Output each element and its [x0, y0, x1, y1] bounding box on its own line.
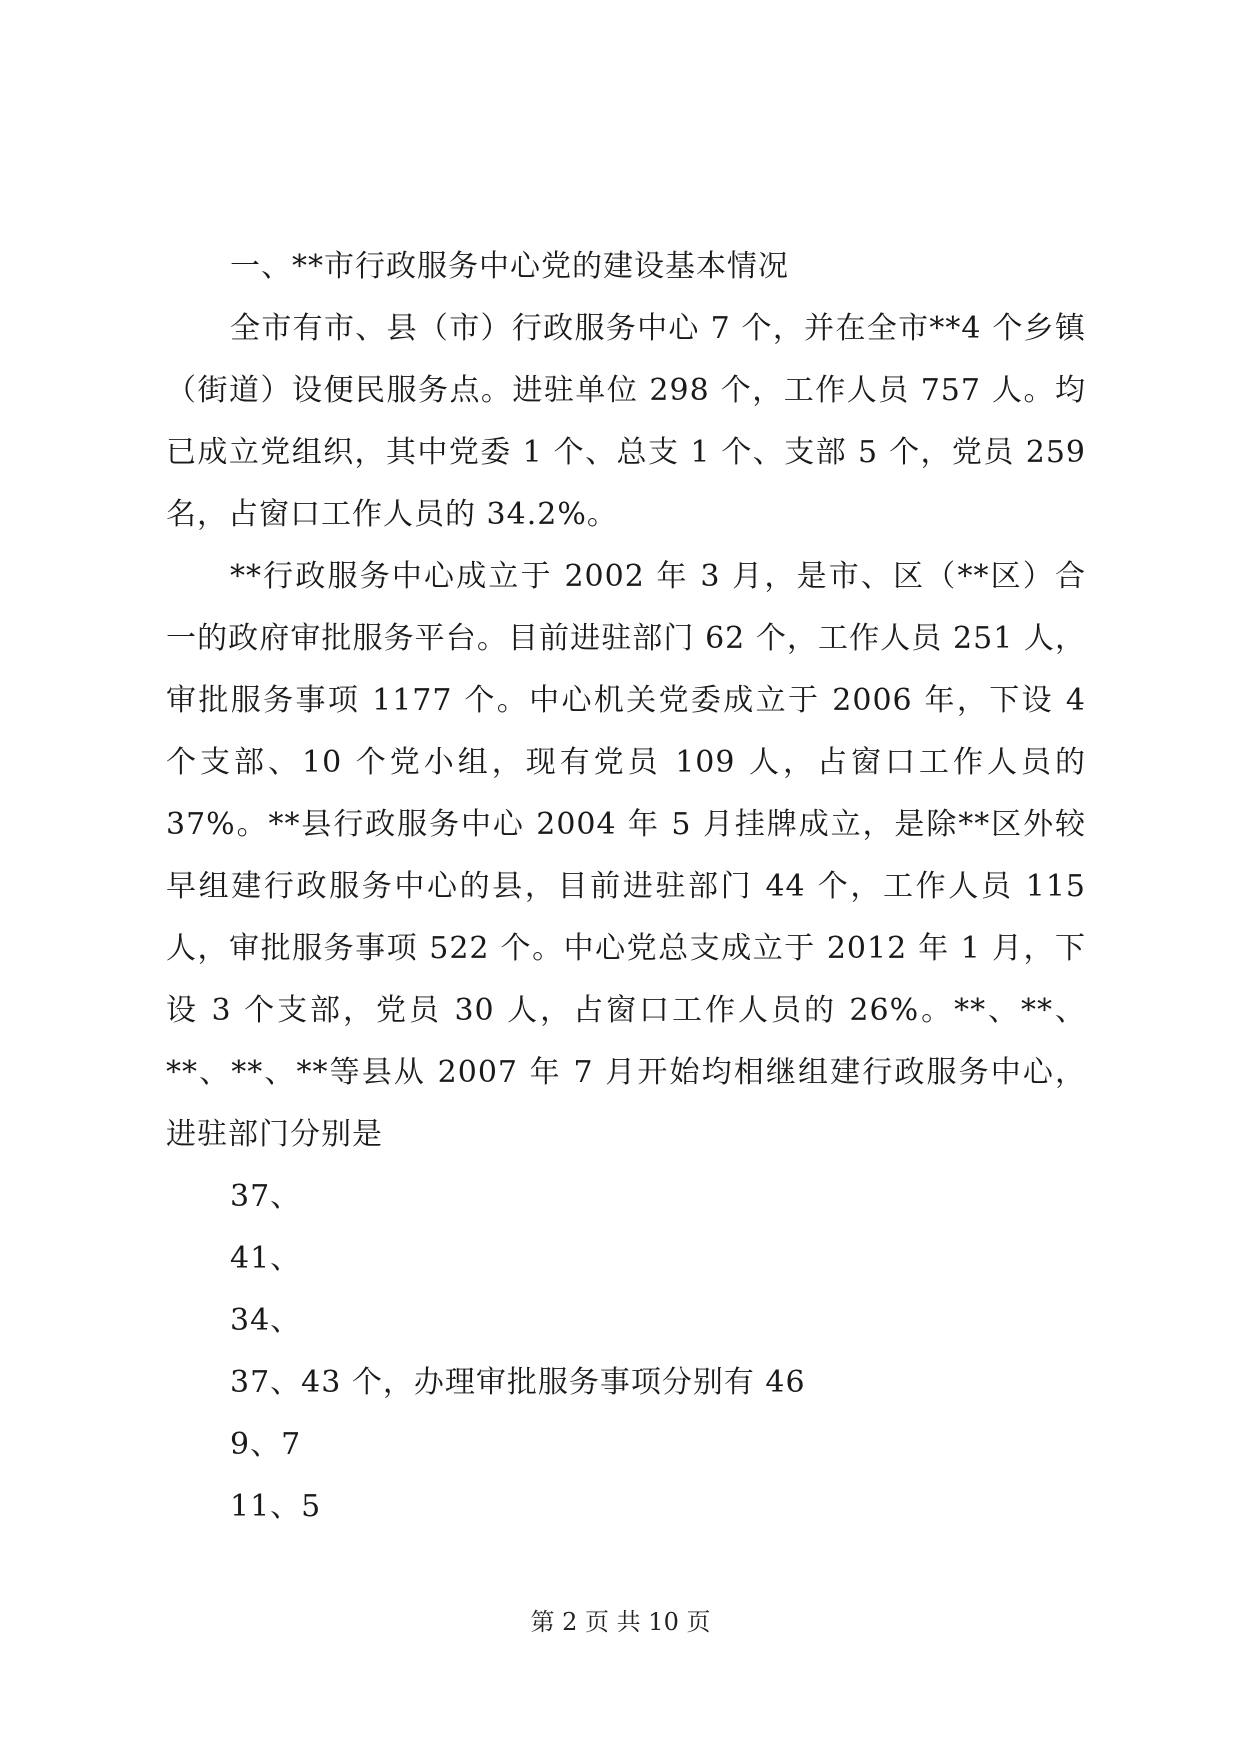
list-line: 11、5 — [230, 1489, 322, 1524]
paragraph-details: **行政服务中心成立于 2002 年 3 月，是市、区（**区）合一的政府审批服务平台。目前进驻部门 62 个，工作人员 251 人，审批服务事项 1177 个。中心机关党委成立于 2006 年，下设 4 个支部、10 个党小组，现有党员 109 人，占窗口工作人员的 37%。**县行政服务中心 2004 年 5 月挂牌成立，是除**区外较早组建行政服务中心的县，目前进驻部门 44 个，工作人员 115 人，审批服务事项 522 个。中心党总支成立于 2012 年 1 月，下设 3 个支部，党员 30 人，占窗口工作人员的 26%。**、**、**、**、**等县从 2007 年 7 月开始均相继组建行政服务中心，进驻部门分别是 — [166, 559, 1086, 1152]
document-body — [166, 236, 1086, 1538]
paragraph-overview: 全市有市、县（市）行政服务中心 7 个，并在全市**4 个乡镇（街道）设便民服务点。进驻单位 298 个，工作人员 757 人。均已成立党组织，其中党委 1 个、总支 1 个、支部 5 个，党员 259 名，占窗口工作人员的 34.2%。 — [166, 311, 1086, 532]
page-footer: 第 2 页 共 10 页 — [530, 1608, 711, 1636]
section-heading: 一、**市行政服务中心党的建设基本情况 — [230, 249, 789, 284]
list-line: 37、43 个，办理审批服务事项分别有 46 — [230, 1365, 806, 1400]
list-line: 34、 — [230, 1303, 302, 1338]
list-line: 9、7 — [230, 1427, 302, 1462]
list-line: 37、 — [230, 1179, 302, 1214]
list-line: 41、 — [230, 1241, 302, 1276]
